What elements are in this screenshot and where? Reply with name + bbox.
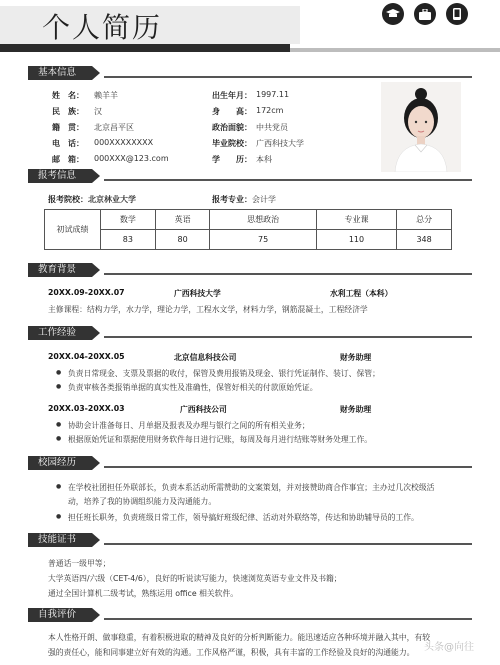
work-bullet: ● 负责日常现金、支票及票据的收付，保管及费用报销及现金、银行凭证制作、装订、保管； xyxy=(68,368,380,379)
work-role: 财务助理 xyxy=(340,405,372,414)
score-label: 初试成绩 xyxy=(45,210,101,250)
table-header-cell: 英语 xyxy=(155,210,210,230)
briefcase-icon xyxy=(414,3,436,25)
section-title: 报考信息 xyxy=(28,169,92,183)
section-education xyxy=(28,263,472,277)
watermark: 头条@向往 xyxy=(424,642,474,653)
info-political: 政治面貌： 中共党员 xyxy=(212,123,288,132)
work-company: 广西科技公司 xyxy=(180,405,227,414)
section-self-eval xyxy=(28,608,472,622)
work-bullet: ● 根据原始凭证和票据使用财务软件每日进行记账，每周及每月进行结账等财务处理工作。 xyxy=(68,434,372,445)
section-apply-info xyxy=(28,169,472,183)
section-title: 校园经历 xyxy=(28,456,92,470)
work-bullet: ● 负责审核各类报销单据的真实性及准确性，保管好相关的付款原始凭证。 xyxy=(68,382,318,393)
education-school: 广西科技大学 xyxy=(174,289,221,298)
info-name: 姓 名： 赖羊羊 xyxy=(52,91,118,100)
work-period: 20XX.04-20XX.05 xyxy=(48,352,125,361)
section-title: 基本信息 xyxy=(28,66,92,80)
header-icons xyxy=(382,3,468,25)
education-major: 水利工程（本科） xyxy=(330,289,393,298)
table-row xyxy=(45,210,452,230)
info-graduate-school: 毕业院校： 广西科技大学 xyxy=(212,139,304,148)
apply-school: 报考院校： 北京林业大学 xyxy=(48,195,136,204)
work-period: 20XX.03-20XX.03 xyxy=(48,404,125,413)
section-title: 自我评价 xyxy=(28,608,92,622)
work-role: 财务助理 xyxy=(340,353,372,362)
self-eval-line: 本人性格开朗、做事稳重，有着积极进取的精神及良好的分析判断能力。能迅速适应各种环境并融入其中，有较 xyxy=(48,633,431,642)
page-title: 个人简历 xyxy=(42,11,163,44)
skill-line: 大学英语四/六级（CET-4/6），良好的听说读写能力，快速浏览英语专业文件及书籍； xyxy=(48,574,342,583)
section-skills xyxy=(28,533,472,547)
info-hometown: 籍 贯： 北京昌平区 xyxy=(52,123,134,132)
section-title: 工作经验 xyxy=(28,326,92,340)
apply-major: 报考专业： 会计学 xyxy=(212,195,276,204)
table-header-cell: 总分 xyxy=(397,210,452,230)
skill-line: 普通话一级甲等； xyxy=(48,559,111,568)
campus-line: 动，培养了我的协调组织能力及沟通能力。 xyxy=(68,497,217,506)
table-header-cell: 专业课 xyxy=(316,210,397,230)
title-underline xyxy=(0,44,500,54)
section-basic-info xyxy=(28,66,472,80)
info-degree: 学 历： 本科 xyxy=(212,155,272,164)
graduation-cap-icon xyxy=(382,3,404,25)
education-period: 20XX.09-20XX.07 xyxy=(48,288,125,297)
work-company: 北京信息科技公司 xyxy=(174,353,237,362)
info-email: 邮 箱： 000XXX@123.com xyxy=(52,154,169,164)
profile-photo xyxy=(381,82,461,172)
title-bar xyxy=(0,0,500,44)
campus-bullet: ● 在学校社团担任外联部长，负责本系活动所需赞助的文案策划，并对接赞助商合作事宜；主办过几次校级活 xyxy=(68,482,434,493)
info-phone: 电 话： 000XXXXXXXX xyxy=(52,138,154,148)
skill-line: 通过全国计算机二级考试，熟练运用 office 相关软件。 xyxy=(48,589,239,598)
education-courses: 主修课程：结构力学，水力学，理论力学，工程水文学，材料力学，钢筋混凝土，工程经济学 xyxy=(48,305,368,314)
phone-icon xyxy=(446,3,468,25)
info-birth: 出生年月： 1997.11 xyxy=(212,90,290,100)
table-header-cell: 数学 xyxy=(101,210,156,230)
self-eval-line: 强的责任心，能和同事建立好有效的沟通。工作风格严谨，积极，具有丰富的工作经验及良好的沟通能力。 xyxy=(48,648,415,657)
table-header-cell: 思想政治 xyxy=(210,210,316,230)
table-cell: 110 xyxy=(316,230,397,250)
table-cell: 83 xyxy=(101,230,156,250)
section-campus xyxy=(28,456,472,470)
table-row xyxy=(45,230,452,250)
table-cell: 75 xyxy=(210,230,316,250)
section-title: 技能证书 xyxy=(28,533,92,547)
section-title: 教育背景 xyxy=(28,263,92,277)
work-bullet: ● 协助会计准备每日、月单据及报表及办理与银行之间的所有相关业务； xyxy=(68,420,310,431)
campus-bullet: ● 担任班长职务，负责班级日常工作，领导搞好班级纪律、活动对外联络等，传达和协助辅导员的工作。 xyxy=(68,512,419,523)
info-height: 身 高： 172cm xyxy=(212,106,284,116)
info-ethnicity: 民 族： 汉 xyxy=(52,107,102,116)
table-cell: 80 xyxy=(155,230,210,250)
table-cell: 348 xyxy=(397,230,452,250)
score-table xyxy=(44,209,452,250)
section-work xyxy=(28,326,472,340)
